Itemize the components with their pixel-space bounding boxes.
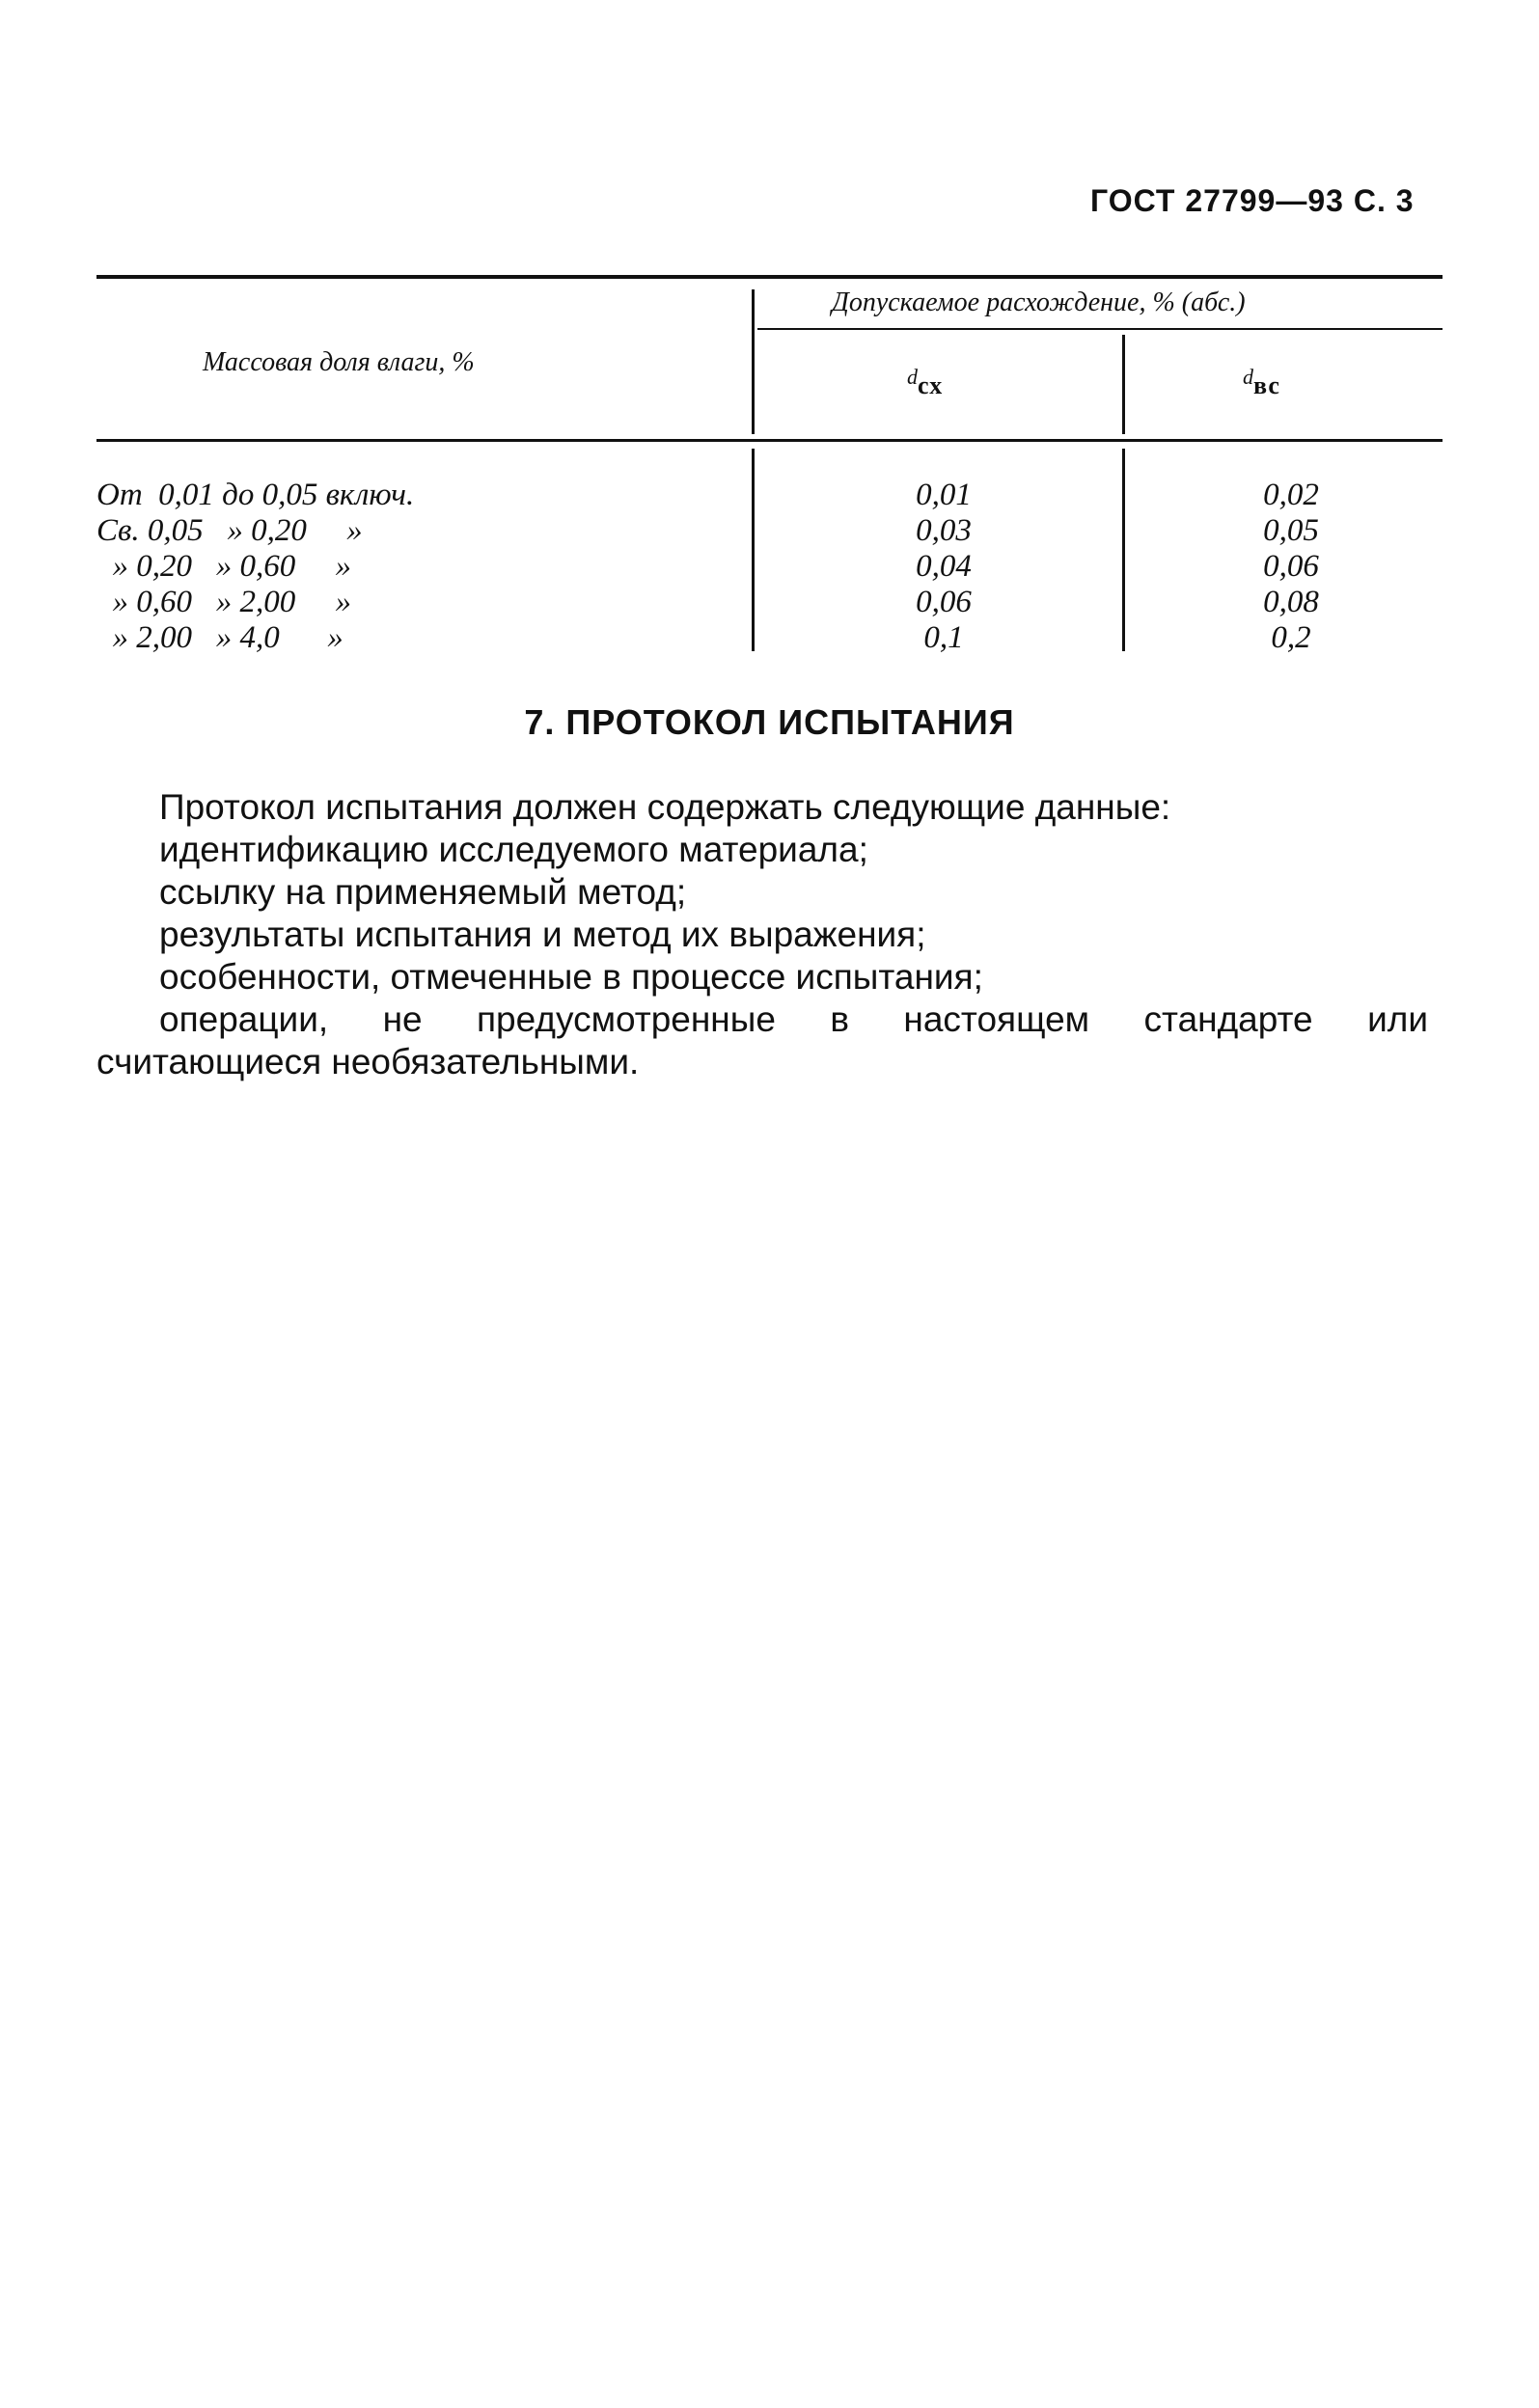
row-value-dcx: 0,01	[916, 478, 972, 512]
column-header-moisture: Массовая доля влаги, %	[203, 347, 475, 377]
header-bottom-rule	[96, 439, 1443, 442]
word: предусмотренные	[477, 999, 776, 1039]
word: операции,	[159, 999, 329, 1039]
list-item-justified-line	[159, 999, 1428, 1041]
section-title: 7. ПРОТОКОЛ ИСПЫТАНИЯ	[524, 702, 1015, 742]
list-item: ссылку на применяемый метод;	[159, 872, 687, 912]
row-value-dcx: 0,1	[923, 620, 964, 655]
list-item: идентификацию исследуемого материала;	[159, 830, 868, 869]
row-value-dcx: 0,03	[916, 513, 972, 548]
row-value-dvc: 0,02	[1263, 478, 1319, 512]
word: стандарте	[1143, 999, 1313, 1039]
row-value-dcx: 0,06	[916, 585, 972, 619]
row-value-dvc: 0,2	[1271, 620, 1311, 655]
column-divider-1-body	[752, 449, 755, 651]
row-value-dvc: 0,05	[1263, 513, 1319, 548]
word: или	[1367, 999, 1428, 1039]
row-label: » 0,20 » 0,60 »	[96, 549, 351, 584]
list-item-continuation: считающиеся необязательными.	[96, 1042, 640, 1081]
column-header-dvc	[1243, 365, 1280, 400]
page-header-standard-ref: ГОСТ 27799—93 С. 3	[1090, 183, 1415, 218]
column-divider-2-header	[1122, 335, 1125, 434]
dcx-symbol: d	[907, 365, 918, 389]
row-value-dvc: 0,08	[1263, 585, 1319, 619]
column-group-header-tolerance: Допускаемое расхождение, % (абс.)	[832, 287, 1246, 317]
column-divider-2-body	[1122, 449, 1125, 651]
row-value-dvc: 0,06	[1263, 549, 1319, 584]
group-header-rule	[757, 328, 1443, 330]
word: не	[382, 999, 423, 1039]
row-value-dcx: 0,04	[916, 549, 972, 584]
row-label: » 2,00 » 4,0 »	[96, 620, 344, 655]
row-label: От 0,01 до 0,05 включ.	[96, 478, 415, 512]
column-header-dcx	[907, 365, 944, 400]
word: в	[830, 999, 849, 1039]
list-item: результаты испытания и метод их выражения;	[159, 915, 926, 954]
word: настоящем	[903, 999, 1090, 1039]
section-intro: Протокол испытания должен содержать следующие данные:	[159, 787, 1171, 827]
column-divider-1-header	[752, 289, 755, 434]
dvc-symbol: d	[1243, 365, 1253, 389]
row-label: » 0,60 » 2,00 »	[96, 585, 351, 619]
table-top-rule	[96, 275, 1443, 279]
row-label: Св. 0,05 » 0,20 »	[96, 513, 363, 548]
dvc-subscript: вс	[1253, 371, 1280, 399]
list-item: особенности, отмеченные в процессе испытания;	[159, 957, 983, 997]
dcx-subscript: сх	[918, 371, 944, 399]
